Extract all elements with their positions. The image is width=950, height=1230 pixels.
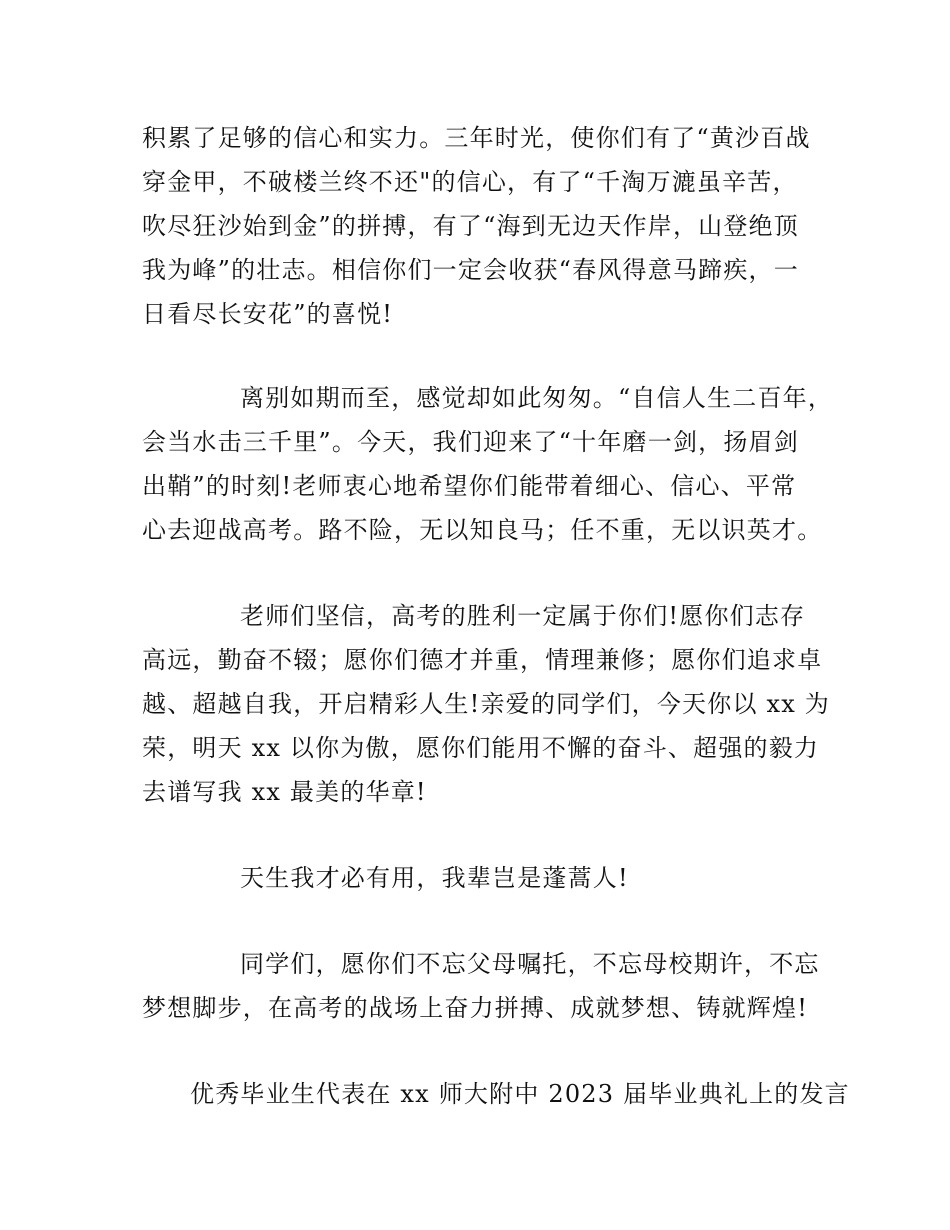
paragraph-3-line-5: 去谱写我 xx 最美的华章!	[142, 778, 427, 806]
paragraph-4-line-1: 天生我才必有用，我辈岂是蓬蒿人!	[240, 864, 629, 892]
paragraph-1-line-3: 吹尽狂沙始到金”的拼搏，有了“海到无边天作岸，山登绝顶	[142, 212, 799, 240]
paragraph-2-line-3: 出鞘”的时刻!老师衷心地希望你们能带着细心、信心、平常	[142, 472, 797, 500]
paragraph-1-line-4: 我为峰”的壮志。相信你们一定会收获“春风得意马蹄疾，一	[142, 256, 799, 284]
paragraph-1-line-5: 日看尽长安花”的喜悦!	[142, 300, 394, 328]
paragraph-2-line-4: 心去迎战高考。路不险，无以知良马；任不重，无以识英才。	[142, 516, 823, 544]
paragraph-5-line-1: 同学们，愿你们不忘父母嘱托，不忘母校期许，不忘	[240, 950, 820, 978]
speech-title: 优秀毕业生代表在 xx 师大附中 2023 届毕业典礼上的发言	[190, 1080, 850, 1108]
paragraph-1-line-2: 穿金甲，不破楼兰终不还"的信心，有了“千淘万漉虽辛苦，	[142, 168, 798, 196]
paragraph-3-line-4: 荣，明天 xx 以你为傲，愿你们能用不懈的奋斗、超强的毅力	[142, 734, 820, 762]
paragraph-3-line-1: 老师们坚信，高考的胜利一定属于你们!愿你们志存	[240, 602, 806, 630]
paragraph-1-line-1: 积累了足够的信心和实力。三年时光，使你们有了“黄沙百战	[142, 124, 811, 152]
paragraph-3-line-2: 高远，勤奋不辍；愿你们德才并重，情理兼修；愿你们追求卓	[142, 646, 823, 674]
paragraph-3-line-3: 越、超越自我，开启精彩人生!亲爱的同学们，今天你以 xx 为	[142, 690, 830, 718]
paragraph-2-line-2: 会当水击三千里”。今天，我们迎来了“十年磨一剑，扬眉剑	[142, 428, 799, 456]
paragraph-2-line-1: 离别如期而至，感觉却如此匆匆。“自信人生二百年，	[240, 384, 834, 412]
paragraph-5-line-2: 梦想脚步，在高考的战场上奋力拼搏、成就梦想、铸就辉煌!	[142, 994, 809, 1022]
